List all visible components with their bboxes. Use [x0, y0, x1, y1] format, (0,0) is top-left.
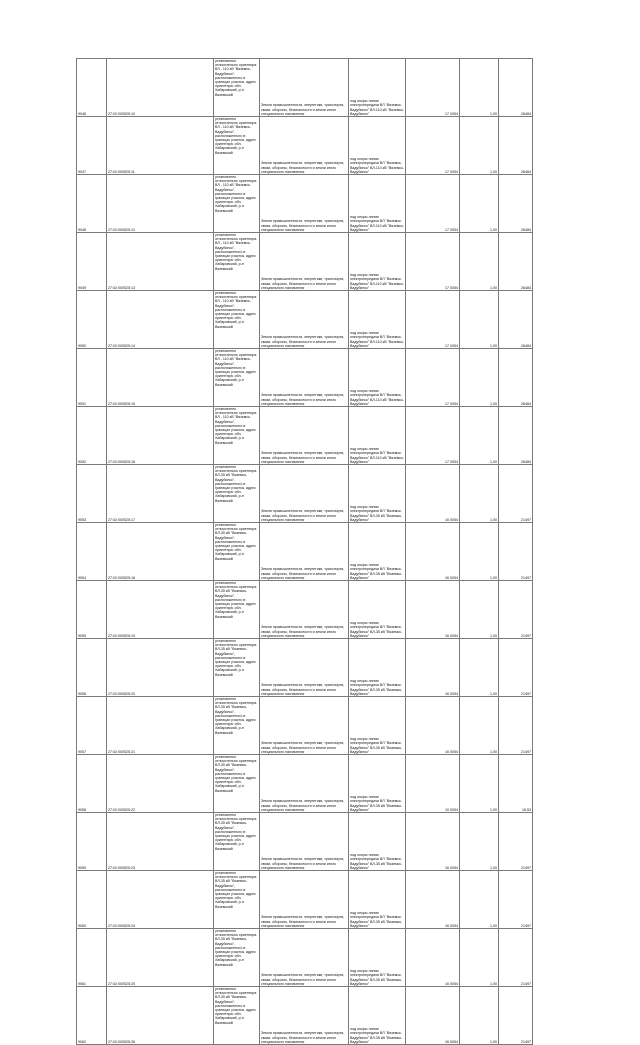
- location-description-cell-text: установлено относительно ориентира ВЛ-35 кВ "Вяземск-Вадубинск", расположенного в границах участка, адрес ориентира: обл. Хабаровский, р-н Вяземский: [215, 871, 257, 909]
- area-cell: [406, 59, 460, 117]
- value-cell-text: 26484: [521, 227, 531, 232]
- location-description-cell-text: установлено относительно ориентира ВЛ - 110 кВ "Вяземск-Вадубинск", расположенного в границах участка, адрес ориентира: обл. Хабаровский, р-н Вяземский: [215, 233, 257, 271]
- area-cell: [406, 871, 460, 929]
- share-cell-text: 1,00: [490, 1039, 497, 1044]
- area-cell-text: 16 0054: [445, 1039, 458, 1044]
- location-description-cell-text: установлено относительно ориентира ВЛ-35 кВ "Вяземск-Вадубинск", расположенного в границах участка, адрес ориентира: обл. Хабаровский, р-н Вяземский: [215, 465, 257, 503]
- permitted-use-cell-text: под опоры линии электропередачи ВЛ "Вяземск-Вадубинск" ВЛ-110 кВ "Вяземск-Вадубинск": [350, 157, 404, 174]
- cadastral-number-cell-text: 27:02:000525:26: [108, 1039, 135, 1044]
- location-description-cell: [214, 59, 260, 117]
- area-cell: [406, 407, 460, 465]
- permitted-use-cell: [349, 407, 406, 465]
- cadastral-number-cell-text: 27:02:000525:22: [108, 807, 135, 812]
- value-cell: [499, 233, 533, 291]
- row-number-cell: [77, 233, 107, 291]
- location-description-cell-text: установлено относительно ориентира ВЛ - 110 кВ "Вяземск-Вадубинск", расположенного в границах участка, адрес ориентира: обл. Хабаровский, р-н Вяземский: [215, 117, 257, 155]
- land-category-cell-text: Земли промышленности, энергетики, транспорта, связи, обороны, безопасности и земли иного специального назначения: [261, 1031, 345, 1044]
- land-category-cell: [260, 813, 349, 871]
- cadastral-number-cell: [107, 233, 214, 291]
- share-cell: [460, 175, 499, 233]
- area-cell: [406, 349, 460, 407]
- value-cell-text: 26484: [521, 343, 531, 348]
- table-row: [77, 523, 533, 581]
- location-description-cell: [214, 349, 260, 407]
- permitted-use-cell: [349, 929, 406, 987]
- land-category-cell: [260, 755, 349, 813]
- location-description-cell: [214, 697, 260, 755]
- area-cell: [406, 175, 460, 233]
- area-cell-text: 16 0054: [445, 575, 458, 580]
- value-cell: [499, 59, 533, 117]
- land-category-cell: [260, 581, 349, 639]
- location-description-cell: [214, 581, 260, 639]
- permitted-use-cell: [349, 175, 406, 233]
- share-cell: [460, 813, 499, 871]
- permitted-use-cell-text: под опоры линии электропередачи ВЛ "Вяземск-Вадубинск" ВЛ-110 кВ "Вяземск-Вадубинск": [350, 447, 404, 464]
- row-number-cell-text: 9054: [78, 575, 86, 580]
- value-cell-text: 21497: [521, 749, 531, 754]
- land-category-cell-text: Земли промышленности, энергетики, транспорта, связи, обороны, безопасности и земли иного специального назначения: [261, 973, 345, 986]
- value-cell-text: 21497: [521, 517, 531, 522]
- row-number-cell-text: 9051: [78, 401, 86, 406]
- value-cell: [499, 755, 533, 813]
- land-category-cell: [260, 929, 349, 987]
- permitted-use-cell: [349, 871, 406, 929]
- cadastral-number-cell-text: 27:02:000525:25: [108, 981, 135, 986]
- share-cell: [460, 523, 499, 581]
- location-description-cell-text: установлено относительно ориентира ВЛ-35 кВ "Вяземск-Вадубинск", расположенного в границах участка, адрес ориентира: обл. Хабаровский, р-н Вяземский: [215, 697, 257, 735]
- row-number-cell-text: 9055: [78, 633, 86, 638]
- share-cell-text: 1,00: [490, 981, 497, 986]
- permitted-use-cell-text: под опоры линии электропередачи ВЛ "Вяземск-Вадубинск" ВЛ-35 кВ "Вяземск-Вадубинск": [350, 911, 403, 928]
- cadastral-number-cell-text: 27:02:000525:20: [108, 691, 135, 696]
- share-cell-text: 1,00: [490, 575, 497, 580]
- permitted-use-cell: [349, 581, 406, 639]
- row-number-cell-text: 9046: [78, 111, 86, 116]
- row-number-cell: [77, 697, 107, 755]
- value-cell: [499, 349, 533, 407]
- area-cell-text: 17 0054: [445, 343, 458, 348]
- area-cell-text: 17 0054: [445, 111, 458, 116]
- value-cell: [499, 175, 533, 233]
- table-row: [77, 581, 533, 639]
- value-cell-text: 21497: [521, 923, 531, 928]
- share-cell: [460, 117, 499, 175]
- cadastral-number-cell: [107, 465, 214, 523]
- permitted-use-cell: [349, 233, 406, 291]
- share-cell-text: 1,00: [490, 169, 497, 174]
- cadastral-number-cell: [107, 349, 214, 407]
- share-cell-text: 1,00: [490, 459, 497, 464]
- cadastral-number-cell: [107, 697, 214, 755]
- share-cell: [460, 465, 499, 523]
- permitted-use-cell: [349, 755, 406, 813]
- area-cell: [406, 639, 460, 697]
- location-description-cell-text: установлено относительно ориентира ВЛ - 110 кВ "Вяземск-Вадубинск", расположенного в границах участка, адрес ориентира: обл. Хабаровский, р-н Вяземский: [215, 291, 257, 329]
- cadastral-number-cell-text: 27:02:000525:24: [108, 923, 135, 928]
- cadastral-number-cell: [107, 175, 214, 233]
- value-cell: [499, 987, 533, 1045]
- row-number-cell-text: 9060: [78, 923, 86, 928]
- share-cell: [460, 929, 499, 987]
- value-cell: [499, 523, 533, 581]
- cadastral-number-cell-text: 27:02:000525:14: [108, 343, 135, 348]
- cadastral-number-cell-text: 27:02:000525:16: [108, 459, 135, 464]
- table-row: [77, 755, 533, 813]
- row-number-cell-text: 9048: [78, 227, 86, 232]
- table-row: [77, 233, 533, 291]
- land-category-cell-text: Земли промышленности, энергетики, транспорта, связи, обороны, безопасности и земли иного специального назначения: [261, 277, 345, 290]
- share-cell: [460, 407, 499, 465]
- share-cell: [460, 639, 499, 697]
- area-cell: [406, 465, 460, 523]
- value-cell: [499, 465, 533, 523]
- table-row: [77, 639, 533, 697]
- share-cell-text: 1,00: [490, 807, 497, 812]
- share-cell-text: 1,00: [490, 923, 497, 928]
- area-cell: [406, 291, 460, 349]
- permitted-use-cell-text: под опоры линии электропередачи ВЛ "Вяземск-Вадубинск" ВЛ-35 кВ "Вяземск-Вадубинск": [350, 679, 403, 696]
- area-cell: [406, 581, 460, 639]
- permitted-use-cell: [349, 813, 406, 871]
- row-number-cell: [77, 523, 107, 581]
- row-number-cell-text: 9057: [78, 749, 86, 754]
- share-cell-text: 1,00: [490, 749, 497, 754]
- permitted-use-cell: [349, 523, 406, 581]
- cadastral-number-cell-text: 27:02:000525:11: [108, 169, 135, 174]
- table-row: [77, 291, 533, 349]
- location-description-cell: [214, 639, 260, 697]
- value-cell-text: 21497: [521, 691, 531, 696]
- table-row: [77, 929, 533, 987]
- value-cell: [499, 639, 533, 697]
- permitted-use-cell-text: под опоры линии электропередачи ВЛ "Вяземск-Вадубинск" ВЛ-35 кВ "Вяземск-Вадубинск": [350, 737, 403, 754]
- land-category-cell-text: Земли промышленности, энергетики, транспорта, связи, обороны, безопасности и земли иного специального назначения: [261, 219, 345, 232]
- location-description-cell-text: установлено относительно ориентира ВЛ-35 кВ "Вяземск-Вадубинск", расположенного в границах участка, адрес ориентира: обл. Хабаровский, р-н Вяземский: [215, 755, 257, 793]
- area-cell: [406, 697, 460, 755]
- share-cell-text: 1,00: [490, 401, 497, 406]
- permitted-use-cell: [349, 639, 406, 697]
- area-cell-text: 10 0054: [445, 807, 458, 812]
- permitted-use-cell: [349, 697, 406, 755]
- table-body: [77, 59, 533, 1045]
- row-number-cell: [77, 987, 107, 1045]
- share-cell: [460, 871, 499, 929]
- value-cell: [499, 117, 533, 175]
- cadastral-number-cell: [107, 871, 214, 929]
- value-cell-text: 26484: [521, 111, 531, 116]
- cadastral-number-cell-text: 27:02:000525:17: [108, 517, 135, 522]
- location-description-cell: [214, 233, 260, 291]
- land-category-cell: [260, 639, 349, 697]
- land-category-cell-text: Земли промышленности, энергетики, транспорта, связи, обороны, безопасности и земли иного специального назначения: [261, 683, 345, 696]
- permitted-use-cell: [349, 987, 406, 1045]
- location-description-cell: [214, 465, 260, 523]
- location-description-cell: [214, 755, 260, 813]
- row-number-cell: [77, 755, 107, 813]
- table-row: [77, 871, 533, 929]
- cadastral-number-cell: [107, 117, 214, 175]
- permitted-use-cell-text: под опоры линии электропередачи ВЛ "Вяземск-Вадубинск" ВЛ-110 кВ "Вяземск-Вадубинск": [350, 99, 404, 116]
- share-cell-text: 1,00: [490, 111, 497, 116]
- permitted-use-cell-text: под опоры линии электропередачи ВЛ "Вяземск-Вадубинск" ВЛ-35 кВ "Вяземск-Вадубинск": [350, 505, 403, 522]
- permitted-use-cell: [349, 349, 406, 407]
- row-number-cell-text: 9058: [78, 807, 86, 812]
- row-number-cell: [77, 59, 107, 117]
- area-cell-text: 16 0054: [445, 749, 458, 754]
- area-cell-text: 17 0054: [445, 169, 458, 174]
- share-cell: [460, 233, 499, 291]
- share-cell-text: 1,00: [490, 633, 497, 638]
- value-cell-text: 21497: [521, 575, 531, 580]
- location-description-cell-text: установлено относительно ориентира ВЛ-35 кВ "Вяземск-Вадубинск", расположенного в границах участка, адрес ориентира: обл. Хабаровский, р-н Вяземский: [215, 929, 257, 967]
- location-description-cell-text: установлено относительно ориентира ВЛ - 110 кВ "Вяземск-Вадубинск", расположенного в границах участка, адрес ориентира: обл. Хабаровский, р-н Вяземский: [215, 349, 257, 387]
- permitted-use-cell-text: под опоры линии электропередачи ВЛ "Вяземск-Вадубинск" ВЛ-35 кВ "Вяземск-Вадубинск": [350, 969, 403, 986]
- area-cell-text: 16 0054: [445, 865, 458, 870]
- cadastral-number-cell-text: 27:02:000525:21: [108, 749, 135, 754]
- area-cell: [406, 929, 460, 987]
- table-row: [77, 813, 533, 871]
- land-category-cell-text: Земли промышленности, энергетики, транспорта, связи, обороны, безопасности и земли иного специального назначения: [261, 857, 345, 870]
- land-category-cell: [260, 59, 349, 117]
- land-category-cell: [260, 349, 349, 407]
- area-cell-text: 17 0054: [445, 285, 458, 290]
- row-number-cell: [77, 581, 107, 639]
- cadastral-number-cell: [107, 291, 214, 349]
- area-cell-text: 16 0054: [445, 633, 458, 638]
- location-description-cell-text: установлено относительно ориентира ВЛ-35 кВ "Вяземск-Вадубинск", расположенного в границах участка, адрес ориентира: обл. Хабаровский, р-н Вяземский: [215, 639, 257, 677]
- location-description-cell-text: установлено относительно ориентира ВЛ - 110 кВ "Вяземск-Вадубинск", расположенного в границах участка, адрес ориентира: обл. Хабаровский, р-н Вяземский: [215, 407, 257, 445]
- row-number-cell: [77, 639, 107, 697]
- permitted-use-cell: [349, 465, 406, 523]
- cadastral-number-cell-text: 27:02:000525:18: [108, 575, 135, 580]
- land-category-cell: [260, 523, 349, 581]
- row-number-cell-text: 9047: [78, 169, 86, 174]
- land-category-cell-text: Земли промышленности, энергетики, транспорта, связи, обороны, безопасности и земли иного специального назначения: [261, 393, 345, 406]
- area-cell-text: 17 0054: [445, 401, 458, 406]
- table-row: [77, 987, 533, 1045]
- land-category-cell-text: Земли промышленности, энергетики, транспорта, связи, обороны, безопасности и земли иного специального назначения: [261, 509, 345, 522]
- cadastral-number-cell-text: 27:02:000525:10: [108, 111, 135, 116]
- location-description-cell-text: установлено относительно ориентира ВЛ - 110 кВ "Вяземск-Вадубинск", расположенного в границах участка, адрес ориентира: обл. Хабаровский, р-н Вяземский: [215, 175, 257, 213]
- value-cell-text: 26484: [521, 169, 531, 174]
- share-cell: [460, 291, 499, 349]
- value-cell-text: 21497: [521, 1039, 531, 1044]
- land-category-cell: [260, 465, 349, 523]
- share-cell: [460, 987, 499, 1045]
- cadastral-number-cell: [107, 639, 214, 697]
- permitted-use-cell-text: под опоры линии электропередачи ВЛ "Вяземск-Вадубинск" ВЛ-110 кВ "Вяземск-Вадубинск": [350, 215, 404, 232]
- share-cell-text: 1,00: [490, 691, 497, 696]
- permitted-use-cell-text: под опоры линии электропередачи ВЛ "Вяземск-Вадубинск" ВЛ-35 кВ "Вяземск-Вадубинск": [350, 1027, 403, 1044]
- location-description-cell: [214, 813, 260, 871]
- cadastral-number-cell: [107, 929, 214, 987]
- cadastral-number-cell: [107, 755, 214, 813]
- area-cell-text: 16 0054: [445, 923, 458, 928]
- land-category-cell: [260, 291, 349, 349]
- row-number-cell: [77, 465, 107, 523]
- row-number-cell-text: 9050: [78, 343, 86, 348]
- value-cell-text: 26484: [521, 401, 531, 406]
- table-row: [77, 117, 533, 175]
- cadastral-number-cell: [107, 581, 214, 639]
- row-number-cell: [77, 175, 107, 233]
- value-cell-text: 21497: [521, 981, 531, 986]
- location-description-cell: [214, 175, 260, 233]
- row-number-cell: [77, 291, 107, 349]
- area-cell: [406, 523, 460, 581]
- permitted-use-cell: [349, 117, 406, 175]
- table-row: [77, 697, 533, 755]
- share-cell-text: 1,00: [490, 343, 497, 348]
- land-category-cell-text: Земли промышленности, энергетики, транспорта, связи, обороны, безопасности и земли иного специального назначения: [261, 451, 345, 464]
- land-category-cell: [260, 175, 349, 233]
- land-category-cell-text: Земли промышленности, энергетики, транспорта, связи, обороны, безопасности и земли иного специального назначения: [261, 915, 345, 928]
- land-category-cell: [260, 697, 349, 755]
- land-category-cell-text: Земли промышленности, энергетики, транспорта, связи, обороны, безопасности и земли иного специального назначения: [261, 335, 345, 348]
- row-number-cell-text: 9052: [78, 459, 86, 464]
- share-cell-text: 1,00: [490, 227, 497, 232]
- cadastral-number-cell: [107, 987, 214, 1045]
- land-category-cell: [260, 233, 349, 291]
- permitted-use-cell-text: под опоры линии электропередачи ВЛ "Вяземск-Вадубинск" ВЛ-35 кВ "Вяземск-Вадубинск": [350, 795, 403, 812]
- row-number-cell: [77, 871, 107, 929]
- location-description-cell: [214, 987, 260, 1045]
- row-number-cell-text: 9061: [78, 981, 86, 986]
- table-row: [77, 59, 533, 117]
- location-description-cell: [214, 523, 260, 581]
- land-category-cell-text: Земли промышленности, энергетики, транспорта, связи, обороны, безопасности и земли иного специального назначения: [261, 741, 345, 754]
- cadastral-number-cell-text: 27:02:000525:12: [108, 227, 135, 232]
- row-number-cell: [77, 407, 107, 465]
- cadastral-number-cell: [107, 59, 214, 117]
- area-cell-text: 16 0054: [445, 517, 458, 522]
- value-cell-text: 21497: [521, 633, 531, 638]
- cadastral-number-cell: [107, 523, 214, 581]
- cadastral-number-cell-text: 27:02:000525:15: [108, 401, 135, 406]
- location-description-cell: [214, 291, 260, 349]
- row-number-cell: [77, 349, 107, 407]
- land-category-cell: [260, 117, 349, 175]
- land-category-cell-text: Земли промышленности, энергетики, транспорта, связи, обороны, безопасности и земли иного специального назначения: [261, 567, 345, 580]
- land-register-table: [76, 58, 533, 1045]
- location-description-cell-text: установлено относительно ориентира ВЛ-35 кВ "Вяземск-Вадубинск", расположенного в границах участка, адрес ориентира: обл. Хабаровский, р-н Вяземский: [215, 523, 257, 561]
- location-description-cell-text: установлено относительно ориентира ВЛ-35 кВ "Вяземск-Вадубинск", расположенного в границах участка, адрес ориентира: обл. Хабаровский, р-н Вяземский: [215, 987, 257, 1025]
- row-number-cell: [77, 813, 107, 871]
- permitted-use-cell-text: под опоры линии электропередачи ВЛ "Вяземск-Вадубинск" ВЛ-35 кВ "Вяземск-Вадубинск": [350, 853, 403, 870]
- row-number-cell-text: 9053: [78, 517, 86, 522]
- share-cell: [460, 59, 499, 117]
- area-cell: [406, 117, 460, 175]
- land-category-cell-text: Земли промышленности, энергетики, транспорта, связи, обороны, безопасности и земли иного специального назначения: [261, 103, 345, 116]
- location-description-cell: [214, 871, 260, 929]
- area-cell-text: 16 0054: [445, 691, 458, 696]
- value-cell-text: 26484: [521, 285, 531, 290]
- location-description-cell-text: установлено относительно ориентира ВЛ - 110 кВ "Вяземск-Вадубинск", расположенного в границах участка, адрес ориентира: обл. Хабаровский, р-н Вяземский: [215, 59, 257, 97]
- share-cell-text: 1,00: [490, 865, 497, 870]
- share-cell-text: 1,00: [490, 517, 497, 522]
- value-cell-text: 26484: [521, 459, 531, 464]
- value-cell: [499, 697, 533, 755]
- permitted-use-cell-text: под опоры линии электропередачи ВЛ "Вяземск-Вадубинск" ВЛ-35 кВ "Вяземск-Вадубинск": [350, 563, 403, 580]
- location-description-cell: [214, 407, 260, 465]
- area-cell-text: 17 0054: [445, 227, 458, 232]
- row-number-cell-text: 9062: [78, 1039, 86, 1044]
- cadastral-number-cell: [107, 813, 214, 871]
- land-category-cell: [260, 871, 349, 929]
- area-cell-text: 16 0054: [445, 981, 458, 986]
- table-row: [77, 407, 533, 465]
- value-cell: [499, 871, 533, 929]
- share-cell-text: 1,00: [490, 285, 497, 290]
- value-cell: [499, 291, 533, 349]
- land-category-cell: [260, 987, 349, 1045]
- value-cell: [499, 581, 533, 639]
- area-cell: [406, 755, 460, 813]
- table-row: [77, 349, 533, 407]
- area-cell-text: 17 0054: [445, 459, 458, 464]
- area-cell: [406, 233, 460, 291]
- row-number-cell-text: 9049: [78, 285, 86, 290]
- row-number-cell: [77, 117, 107, 175]
- value-cell-text: 16,53: [522, 807, 531, 812]
- location-description-cell: [214, 929, 260, 987]
- location-description-cell-text: установлено относительно ориентира ВЛ-35 кВ "Вяземск-Вадубинск", расположенного в границах участка, адрес ориентира: обл. Хабаровский, р-н Вяземский: [215, 581, 257, 619]
- location-description-cell-text: установлено относительно ориентира ВЛ-35 кВ "Вяземск-Вадубинск", расположенного в границах участка, адрес ориентира: обл. Хабаровский, р-н Вяземский: [215, 813, 257, 851]
- table-row: [77, 465, 533, 523]
- cadastral-number-cell-text: 27:02:000525:23: [108, 865, 135, 870]
- location-description-cell: [214, 117, 260, 175]
- row-number-cell: [77, 929, 107, 987]
- row-number-cell-text: 9059: [78, 865, 86, 870]
- value-cell-text: 21497: [521, 865, 531, 870]
- cadastral-number-cell-text: 27:02:000525:13: [108, 285, 135, 290]
- value-cell: [499, 929, 533, 987]
- share-cell: [460, 349, 499, 407]
- area-cell: [406, 813, 460, 871]
- permitted-use-cell-text: под опоры линии электропередачи ВЛ "Вяземск-Вадубинск" ВЛ-110 кВ "Вяземск-Вадубинск": [350, 389, 404, 406]
- cadastral-number-cell-text: 27:02:000525:19: [108, 633, 135, 638]
- permitted-use-cell: [349, 291, 406, 349]
- permitted-use-cell-text: под опоры линии электропередачи ВЛ "Вяземск-Вадубинск" ВЛ-110 кВ "Вяземск-Вадубинск": [350, 331, 404, 348]
- permitted-use-cell: [349, 59, 406, 117]
- cadastral-number-cell: [107, 407, 214, 465]
- row-number-cell-text: 9056: [78, 691, 86, 696]
- table-row: [77, 175, 533, 233]
- permitted-use-cell-text: под опоры линии электропередачи ВЛ "Вяземск-Вадубинск" ВЛ-110 кВ "Вяземск-Вадубинск": [350, 273, 404, 290]
- share-cell: [460, 581, 499, 639]
- value-cell: [499, 407, 533, 465]
- permitted-use-cell-text: под опоры линии электропередачи ВЛ "Вяземск-Вадубинск" ВЛ-35 кВ "Вяземск-Вадубинск": [350, 621, 403, 638]
- share-cell: [460, 755, 499, 813]
- land-category-cell-text: Земли промышленности, энергетики, транспорта, связи, обороны, безопасности и земли иного специального назначения: [261, 799, 345, 812]
- area-cell: [406, 987, 460, 1045]
- land-category-cell: [260, 407, 349, 465]
- land-category-cell-text: Земли промышленности, энергетики, транспорта, связи, обороны, безопасности и земли иного специального назначения: [261, 161, 345, 174]
- value-cell: [499, 813, 533, 871]
- land-category-cell-text: Земли промышленности, энергетики, транспорта, связи, обороны, безопасности и земли иного специального назначения: [261, 625, 345, 638]
- share-cell: [460, 697, 499, 755]
